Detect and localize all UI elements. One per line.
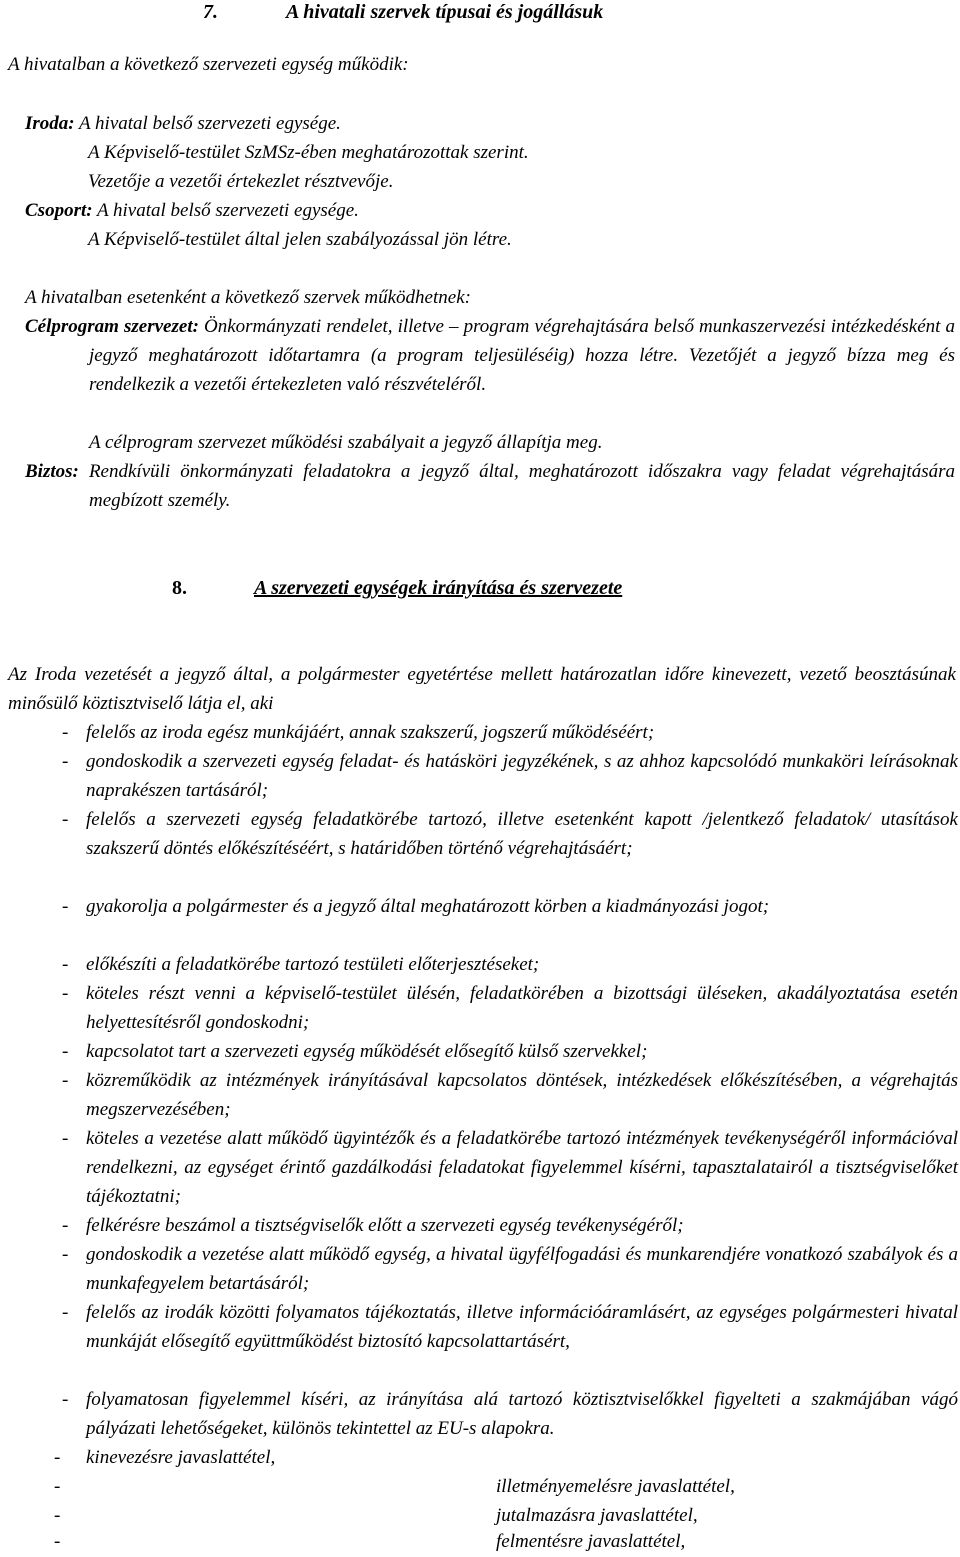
list-item-text: közreműködik az intézmények irányításával kapcsolatos döntések, intézkedések előkészítésében, a végrehajtás megszervezésében; [86,1070,958,1120]
iroda-definition [25,110,925,139]
list-dash: - [62,1128,69,1149]
biztos-definition [25,458,955,516]
list-item-text: jutalmazásra javaslattétel, [496,1505,698,1526]
list-item-text: köteles a vezetése alatt működő ügyintézők és a feladatkörébe tartozó intézmények tevékenységéről információval rendelkezni, az egységet érintő gazdálkodási feladatokat figyelemmel kísérni, tapasztalatairól a tisztségviselőket tájékoztatni; [86,1128,958,1207]
csoport-line-1: A hivatal belső szervezeti egysége. [97,200,359,221]
list-dash: - [54,1476,61,1497]
list-item [62,1212,958,1241]
list-item-text: gondoskodik a vezetése alatt működő egység, a hivatal ügyfélfogadási és munkarendjére vonatkozó szabályok és a munkafegyelem betartásáról; [86,1244,958,1294]
iroda-line-3: Vezetője a vezetői értekezlet résztvevője. [88,171,394,192]
list-item [62,1038,958,1067]
list-item-text: folyamatosan figyelemmel kíséri, az irányítása alá tartozó köztisztviselőkkel figyelteti a szakmájában vágó pályázati lehetőségeket, különös tekintettel az EU-s alapokra. [86,1389,958,1439]
section-7-title: A hivatali szervek típusai és jogállásuk [286,1,604,23]
iroda-label: Iroda: [25,113,75,134]
list-dash: - [62,751,69,772]
biztos-label: Biztos: [25,461,79,482]
list-item [62,1299,958,1357]
list-dash: - [62,1244,69,1265]
list-item [62,980,958,1038]
celprogram-definition [25,313,955,399]
list-dash: - [62,896,69,917]
list-item-text: kapcsolatot tart a szervezeti egység működését elősegítő külső szervekkel; [86,1041,648,1062]
csoport-line-2: A Képviselő-testület által jelen szabályozással jön létre. [88,229,512,250]
list-item [62,1125,958,1211]
list-item [62,719,958,748]
iroda-line-1: A hivatal belső szervezeti egysége. [79,113,341,134]
list-item-text: előkészíti a feladatkörébe tartozó testületi előterjesztéseket; [86,954,540,975]
list-item-text: felmentésre javaslattétel, [496,1531,686,1552]
celprogram-label: Célprogram szervezet: [25,316,199,337]
list-dash: - [54,1447,61,1468]
list-item-text: gondoskodik a szervezeti egység feladat- és hatásköri jegyzékének, s az ahhoz kapcsolódó munkaköri leírásoknak naprakészen tartásáról; [86,751,958,801]
section-7-intro: A hivatalban a következő szervezeti egység működik: [8,54,409,75]
section-8-intro: Az Iroda vezetését a jegyző által, a polgármester egyetértése mellett határozatlan időre kinevezett, vezető beosztásúnak minősülő köztisztviselő látja el, aki [8,664,956,714]
list-dash: - [62,1070,69,1091]
list-item [54,1444,950,1473]
list-item-text: felelős az irodák közötti folyamatos tájékoztatás, illetve információáramlásért, az egységes polgármesteri hivatal munkáját elősegítő együttműködést biztosító kapcsolattartásért, [86,1302,958,1352]
list-dash: - [62,954,69,975]
celprogram-rule: A célprogram szervezet működési szabályait a jegyző állapítja meg. [89,432,603,453]
list-item [62,748,958,806]
section-7-intro-2: A hivatalban esetenként a következő szervek működhetnek: [25,287,471,308]
section-8-number: 8. [172,577,187,599]
list-item [62,951,958,980]
list-item-text: gyakorolja a polgármester és a jegyző által meghatározott körben a kiadmányozási jogot; [86,896,770,917]
list-dash: - [62,722,69,743]
list-item-text: illetményemelésre javaslattétel, [496,1476,735,1497]
csoport-definition [25,197,925,226]
list-dash: - [62,1302,69,1323]
list-dash: - [62,1389,69,1410]
list-dash: - [62,1215,69,1236]
list-item-text: kinevezésre javaslattétel, [86,1447,276,1468]
list-item-text: felelős a szervezeti egység feladatkörébe tartozó, illetve esetenként kapott /jelentkező feladatok/ utasítások szakszerű döntés előkészítéséért, s határidőben történő végrehajtásáért; [86,809,958,859]
list-item [62,893,958,922]
csoport-label: Csoport: [25,200,93,221]
iroda-line-2: A Képviselő-testület SzMSz-ében meghatározottak szerint. [88,142,529,163]
list-item [62,1386,958,1444]
list-item [62,1067,958,1125]
list-item [62,1241,958,1299]
biztos-text: Rendkívüli önkormányzati feladatokra a jegyző által, meghatározott időszakra vagy feladat végrehajtására megbízott személy. [88,461,955,511]
section-7-number: 7. [203,1,218,23]
list-item [62,806,958,864]
list-dash: - [54,1505,61,1526]
list-dash: - [62,1041,69,1062]
celprogram-text: Önkormányzati rendelet, illetve – program végrehajtására belső munkaszervezési intézkedésként a jegyző meghatározott időtartamra (a program teljesüléséig) hozza létre. Vezetőjét a jegyző bízza meg és rendelkezik a vezetői értekezleten való részvételéről. [89,316,956,395]
list-item-text: felkérésre beszámol a tisztségviselők előtt a szervezeti egység tevékenységéről; [86,1215,684,1236]
list-item-text: felelős az iroda egész munkájáért, annak szakszerű, jogszerű működéséért; [86,722,655,743]
list-dash: - [54,1531,61,1552]
list-dash: - [62,809,69,830]
list-dash: - [62,983,69,1004]
list-item-text: köteles részt venni a képviselő-testület ülésén, feladatkörében a bizottsági üléseken, akadályoztatása esetén helyettesítésről gondoskodni; [86,983,958,1033]
section-8-title: A szervezeti egységek irányítása és szervezete [254,577,623,599]
